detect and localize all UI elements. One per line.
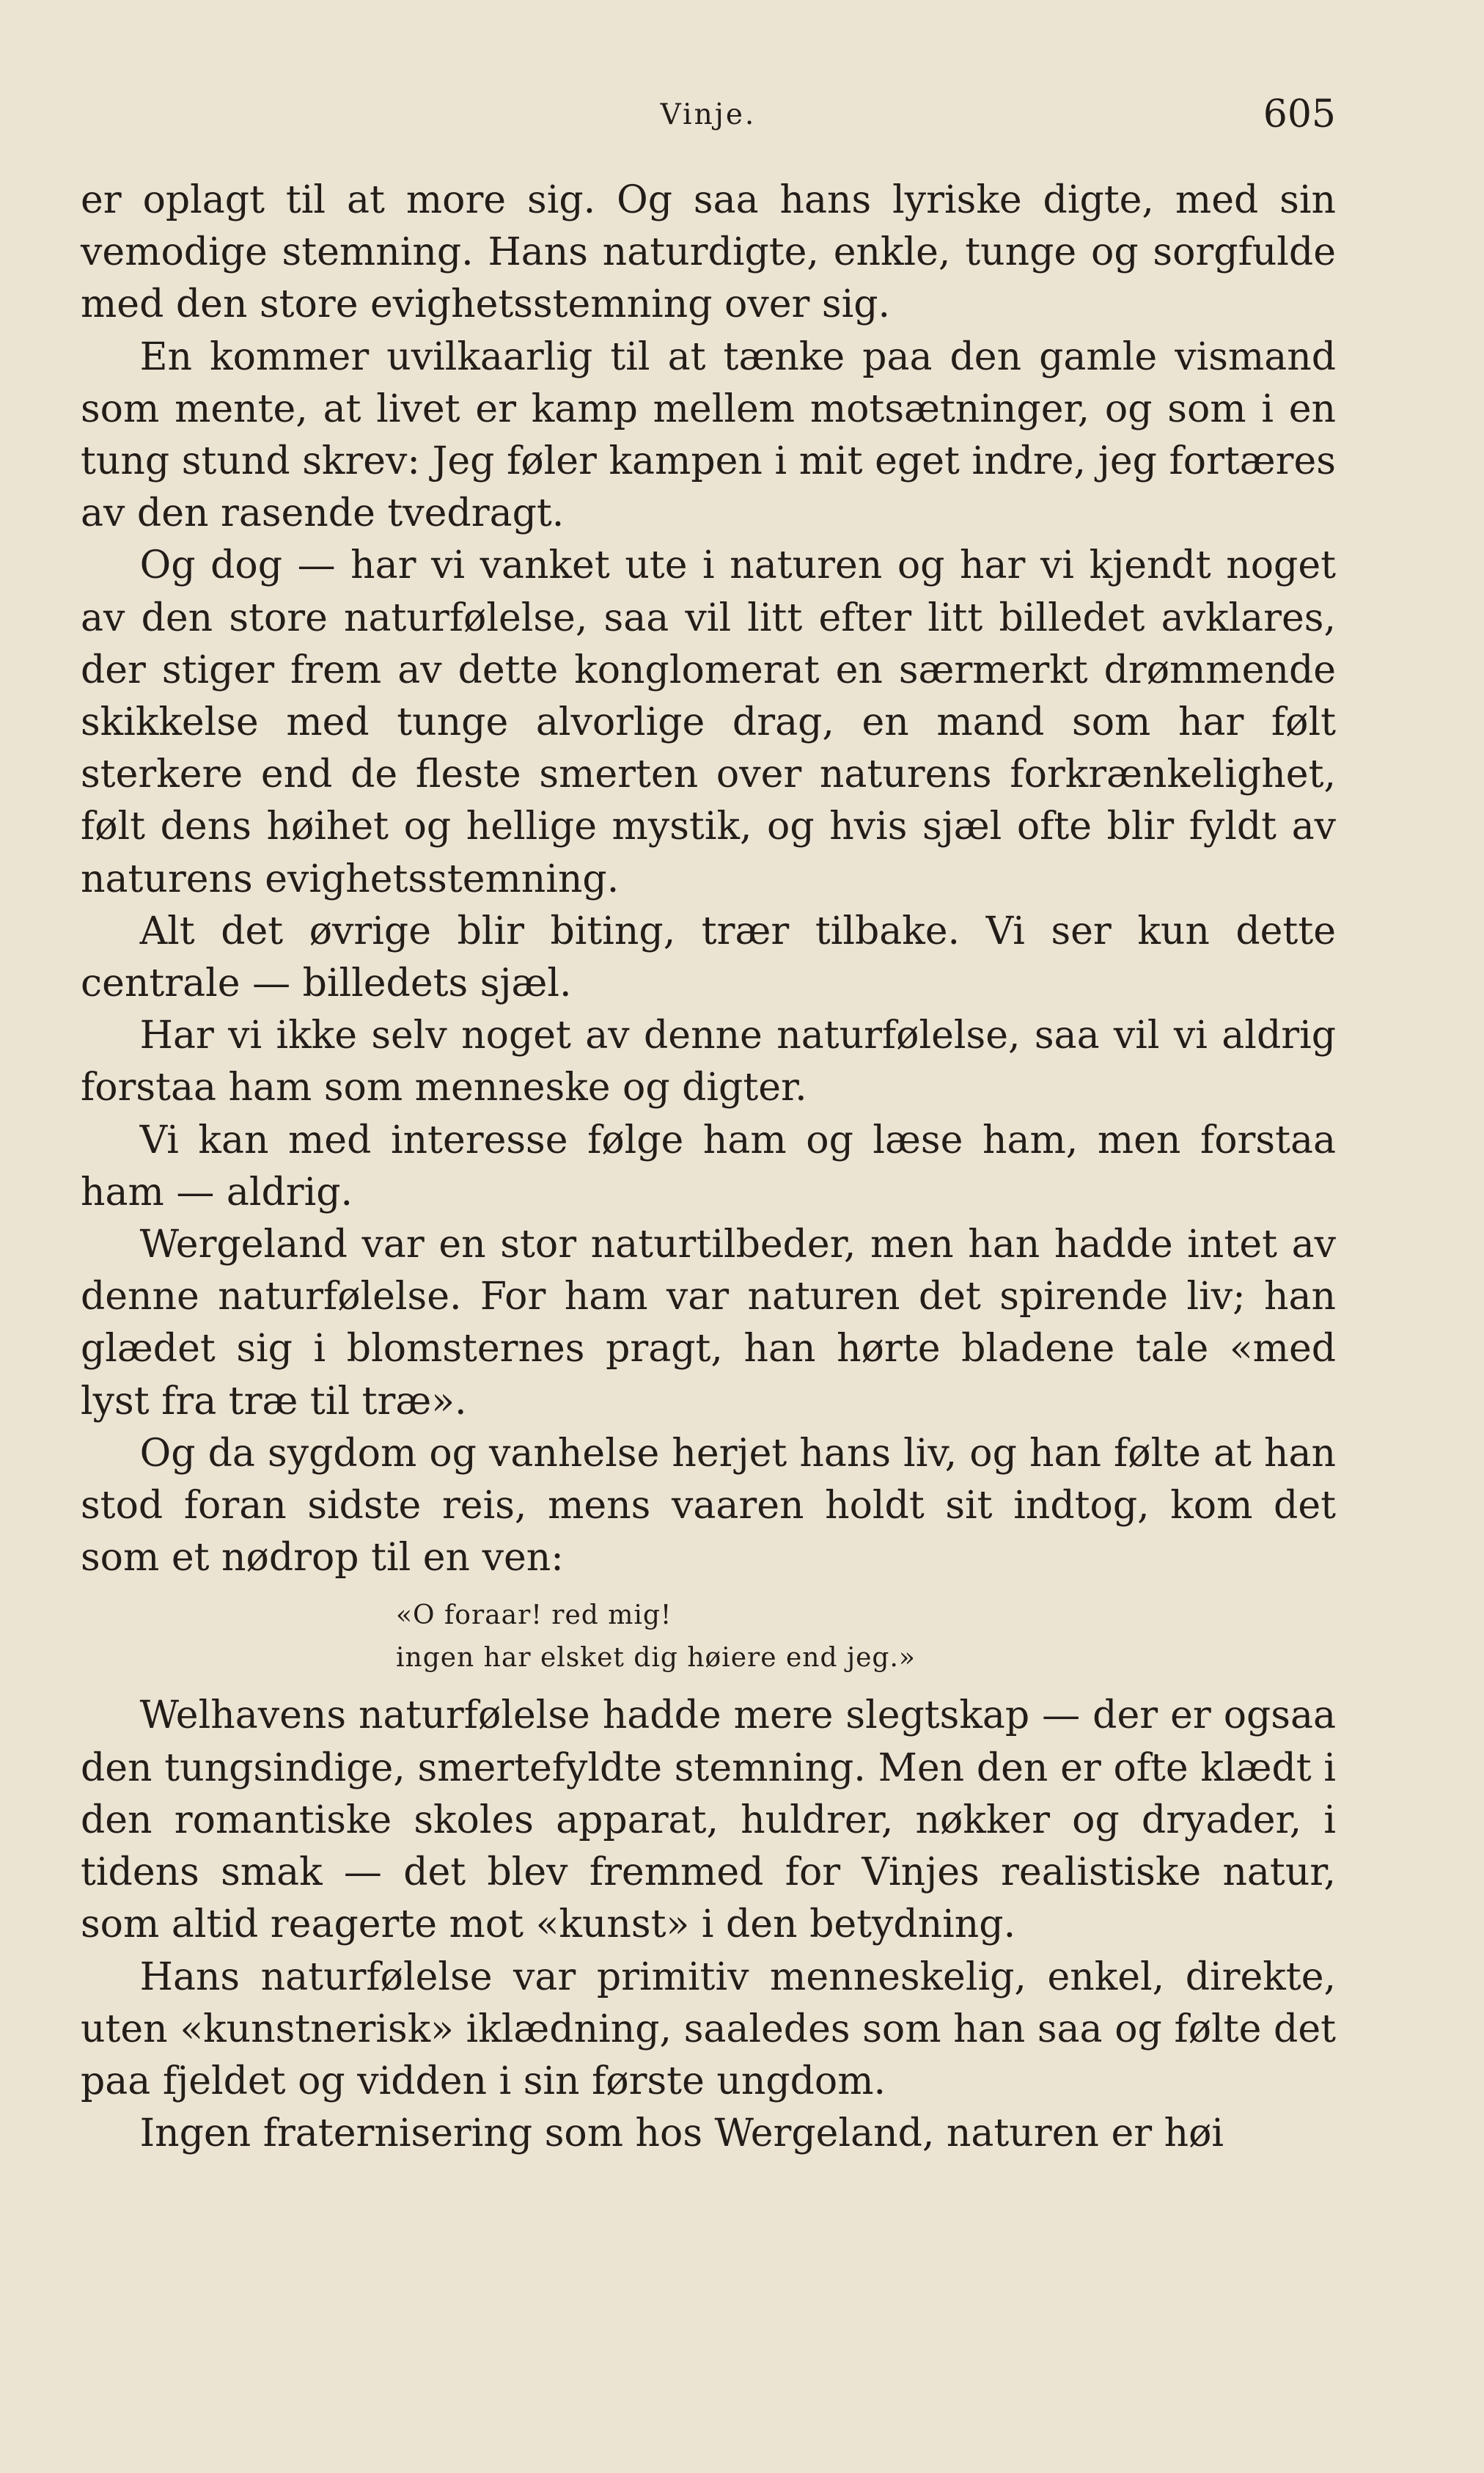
paragraph: Wergeland var en stor naturtilbeder, men han hadde intet av denne naturfølelse. For ham var naturen det spirende liv; han glædet sig i blomsternes pragt, han hørte bladene tale «med lyst fra træ til træ». [81, 1223, 1336, 1424]
verse-quote [396, 1594, 1336, 1679]
paragraph: Vi kan med interesse følge ham og læse ham, men forstaa ham — aldrig. [81, 1118, 1336, 1214]
paragraph: Ingen fraternisering som hos Wergeland, naturen er høi [139, 2111, 1224, 2156]
page-number: 605 [1263, 92, 1336, 136]
running-title: Vinje. [660, 98, 757, 131]
paragraph: Hans naturfølelse var primitiv menneskelig, enkel, direkte, uten «kunstnerisk» iklædning, saaledes som han saa og følte det paa fjeldet og vidden i sin første ungdom. [81, 1954, 1336, 2103]
paragraph: Og dog — har vi vanket ute i naturen og har vi kjendt noget av den store naturfølelse, saa vil litt efter litt billedet avklares, der stiger frem av dette konglomerat en særmerkt drømmende skikkelse med tunge alvorlige drag, en mand som har følt sterkere end de fleste smerten over naturens forkrænkelighet, følt dens høihet og hellige mystik, og hvis sjæl ofte blir fyldt av naturens evighetsstemning. [81, 543, 1336, 901]
page-header [81, 87, 1336, 145]
paragraph: En kommer uvilkaarlig til at tænke paa den gamle vismand som mente, at livet er kamp mellem motsætninger, og som i en tung stund skrev: Jeg føler kampen i mit eget indre, jeg fortæres av den rasende tvedragt. [81, 334, 1336, 536]
paragraph: er oplagt til at more sig. Og saa hans lyriske digte, med sin vemodige stemning. Hans naturdigte, enkle, tunge og sorgfulde med den store evighetsstemning over sig. [81, 178, 1336, 327]
paragraph: Og da sygdom og vanhelse herjet hans liv, og han følte at han stod foran sidste reis, mens vaaren holdt sit indtog, kom det som et nødrop til en ven: [81, 1431, 1336, 1580]
text-body [81, 175, 1336, 2160]
verse-line: «O foraar! red mig! [396, 1600, 672, 1631]
paragraph: Welhavens naturfølelse hadde mere slegtskap — der er ogsaa den tungsindige, smertefyldte stemning. Men den er ofte klædt i den romantiske skoles apparat, huldrer, nøkker og dryader, i tidens smak — det blev fremmed for Vinjes realistiske natur, som altid reagerte mot «kunst» i den betydning. [81, 1693, 1336, 1947]
verse-line: ingen har elsket dig høiere end jeg.» [396, 1643, 916, 1674]
paragraph: Har vi ikke selv noget av denne naturfølelse, saa vil vi aldrig forstaa ham som menneske og digter. [81, 1014, 1336, 1110]
paragraph: Alt det øvrige blir biting, trær tilbake. Vi ser kun dette centrale — billedets sjæl. [81, 909, 1336, 1006]
